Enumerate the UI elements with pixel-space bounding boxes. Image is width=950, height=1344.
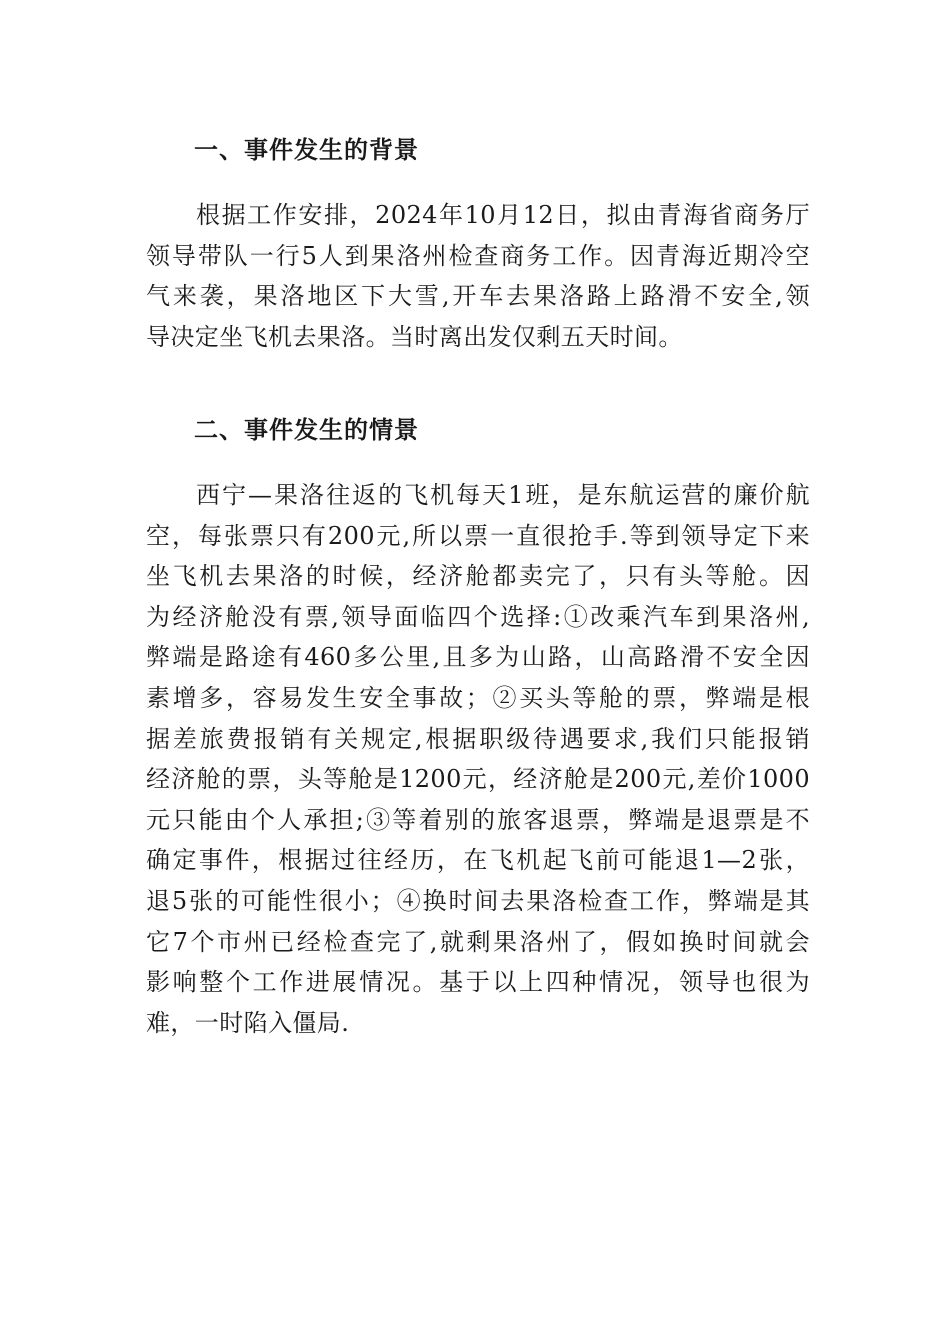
paragraph-line: 确定事件，根据过往经历，在飞机起飞前可能退1—2张， bbox=[146, 846, 810, 875]
paragraph-line: 根据工作安排，2024年10月12日，拟由青海省商务厅 bbox=[196, 201, 810, 229]
paragraph-line: 气来袭，果洛地区下大雪,开车去果洛路上路滑不安全,领 bbox=[146, 282, 810, 311]
paragraph-line: 导决定坐飞机去果洛。当时离出发仅剩五天时间。 bbox=[146, 322, 683, 351]
paragraph-line: 弊端是路途有460多公里,且多为山路，山高路滑不安全因 bbox=[146, 643, 810, 672]
paragraph-line: 据差旅费报销有关规定,根据职级待遇要求,我们只能报销 bbox=[146, 724, 810, 753]
paragraph-line: 经济舱的票，头等舱是1200元，经济舱是200元,差价1000 bbox=[146, 765, 810, 794]
section-heading-background: 一、事件发生的背景 bbox=[194, 136, 419, 164]
paragraph-scenario bbox=[146, 475, 810, 1043]
paragraph-line: 为经济舱没有票,领导面临四个选择:①改乘汽车到果洛州, bbox=[146, 602, 810, 631]
paragraph-line: 领导带队一行5人到果洛州检查商务工作。因青海近期冷空 bbox=[146, 241, 810, 270]
section-heading-scenario: 二、事件发生的情景 bbox=[194, 416, 419, 444]
paragraph-line: 元只能由个人承担;③等着别的旅客退票，弊端是退票是不 bbox=[146, 805, 810, 834]
paragraph-line: 影响整个工作进展情况。基于以上四种情况，领导也很为 bbox=[146, 968, 810, 997]
paragraph-line: 坐飞机去果洛的时候，经济舱都卖完了，只有头等舱。因 bbox=[146, 562, 810, 591]
paragraph-line: 西宁—果洛往返的飞机每天1班，是东航运营的廉价航 bbox=[196, 481, 810, 509]
paragraph-line: 难，一时陷入僵局. bbox=[146, 1008, 350, 1037]
paragraph-background bbox=[146, 195, 810, 357]
paragraph-line: 它7个市州已经检查完了,就剩果洛州了，假如换时间就会 bbox=[146, 927, 810, 956]
paragraph-line: 素增多，容易发生安全事故；②买头等舱的票，弊端是根 bbox=[146, 683, 810, 712]
paragraph-line: 空，每张票只有200元,所以票一直很抢手.等到领导定下来 bbox=[146, 521, 810, 550]
paragraph-line: 退5张的可能性很小；④换时间去果洛检查工作，弊端是其 bbox=[146, 886, 810, 915]
